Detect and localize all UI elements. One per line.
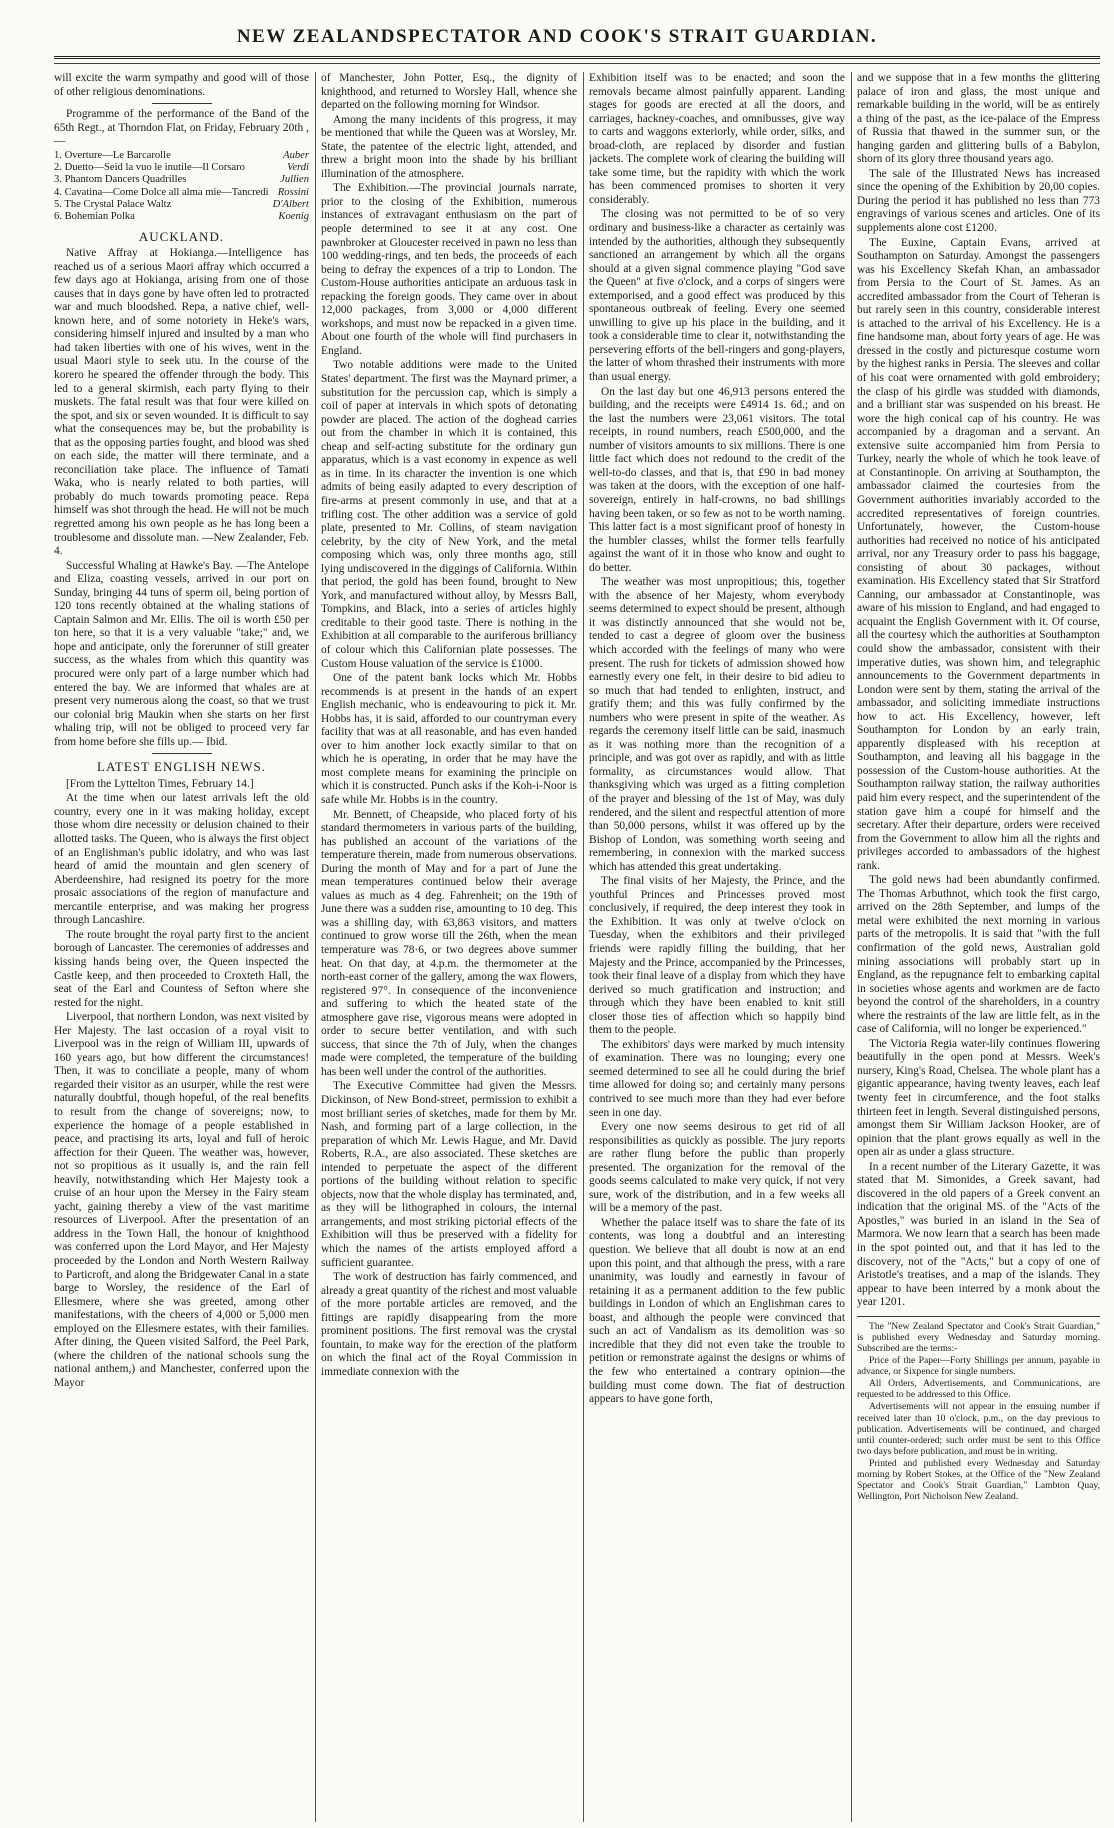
paragraph: The final visits of her Majesty, the Prince, and the youthful Princes and Princesses proved most conclusively, if required, the deep interest they took in the Exhibition. It was only at twelve o'clock on Tuesday, when the exhibitors and their privileged friends were rapidly filling the building, that her Majesty and the Prince, accompanied by the Princesses, took their final leave of a display from which they have derived so much gratification and instruction; and through which they have been enabled to knit still closer those ties of affection which so happily bind them to the people. <box>589 875 845 1037</box>
programme-item: 6. Bohemian Polka Koenig <box>54 211 309 223</box>
paragraph: Two notable additions were made to the United States' department. The first was the Maynard primer, a substitution for the percussion cap, which is simply a coil of paper at intervals in which spots of detonating powder are placed. The action of the doghead carries out from the chamber in which it is contained, this cheap and self-acting substitute for the ordinary gun apparatus, which is a vast economy in expence as well as in time. In its character the invention is one which admits of being easily adapted to every description of fire-arms at present commonly in use, and that at a trifling cost. The other addition was a service of gold plate, presented to Mr. Collins, of steam navigation celebrity, by the city of New York, and the metal composing which was, only three months ago, still lying undiscovered in the diggings of California. Within that period, the gold has been found, brought to New York, and manufactured without alloy, by Messrs Ball, Tompkins, and Black, into a series of articles highly creditable to their good taste. There is nothing in the Exhibition at all comparable to the auriferous brilliancy of colour which this Californian plate possesses. The Custom House valuation of the service is £1000. <box>321 359 577 670</box>
paragraph: Successful Whaling at Hawke's Bay. —The Antelope and Eliza, coasting vessels, arrived in our port on Sunday, bringing 44 tuns of sperm oil, being portion of 120 tons recently obtained at the whaling stations of Captain Salmon and Mr. Ellis. The oil is worth £50 per ton here, so that it is a very valuable "take;" and, we hope and anticipate, only the forerunner of still greater success, as the whales from which this quantity was procured were only part of a large number which had entered the bay. We are informed that whales are at present very numerous along the coast, so that we trust our colonial brig Maukin when she starts on her first whaling trip, will not be obliged to proceed very far from home before she fills up.— Ibid. <box>54 559 309 748</box>
paragraph: Whether the palace itself was to share the fate of its contents, was long a doubtful and an interesting question. We believe that all doubt is now at an end upon this point, and that although the press, with a rare unanimity, was loudly and earnestly in favour of retaining it as a permanent addition to the few public buildings in London of which an Englishman cares to boast, and although the people were convinced that such an act of Vandalism as its demolition was so incredible that they did not even take the trouble to petition or remonstrate against the designs or whims of the few who entertained a contrary opinion—the building must come down. The fiat of destruction appears to have gone forth, <box>589 1216 845 1406</box>
programme-heading: Programme of the performance of the Band of the 65th Regt., at Thorndon Flat, on Friday, February 20th ,— <box>54 108 309 148</box>
section-heading-english-news: LATEST ENGLISH NEWS. <box>97 759 266 775</box>
paragraph: On the last day but one 46,913 persons entered the building, and the receipts were £4914 1s. 6d.; and on the last the numbers were 23,061 visitors. The total receipts, in round numbers, reach £500,000, and the number of visitors amounts to six millions. There is one little fact which does not redound to the credit of the well-to-do classes, and that is, that £90 in bad money was taken at the doors, with the exception of one half-sovereign, entirely in half-crowns, no bad shillings having been taken, or so few as not to be worth naming. This latter fact is a most significant proof of honesty in the humbler classes, whilst the former tells fearfully against the want of it in those who know and ought to do better. <box>589 385 845 574</box>
paragraph: The Exhibition.—The provincial journals narrate, prior to the closing of the Exhibition, numerous instances of extravagant enthusiasm on the part of people determined to see it at any cost. One pawnbroker at Gloucester received in pawn no less than 100 wedding-rings, and ten beds, the proceeds of each being to defray the expences of a trip to London. The Custom-House authorities anticipate an arduous task in repacking the foreign goods. They came over in about 12,000 packages, from 3,000 or 4,000 different workshops, and must now be repacked in a given time. About one fourth of the whole will find purchasers in England. <box>321 182 577 357</box>
paragraph: At the time when our latest arrivals left the old country, every one in it was making holiday, except those whom dire necessity or delusion chained to their allotted tasks. The Queen, who is always the first object of an Englishman's public idolatry, and who was last heard of amid the mountain and glen scenery of Aberdeenshire, had resigned its poetry for the more prosaic associations of the region of manufacture and mercantile enterprise, and was making her progress through Lancashire. <box>54 792 309 927</box>
newspaper-title: NEW ZEALANDSPECTATOR AND COOK'S STRAIT GUARDIAN. <box>236 26 878 47</box>
imprint-notice <box>857 1316 1100 1503</box>
masthead <box>0 0 1114 54</box>
imprint-line: Printed and published every Wednesday and Saturday morning by Robert Stokes, at the Office of the "New Zealand Spectator and Cook's Strait Guardian," Lambton Quay, Wellington, Port Nicholson New Zealand. <box>857 1457 1100 1503</box>
imprint-line: All Orders, Advertisements, and Communications, are requested to be addressed to this Office. <box>857 1378 1100 1401</box>
paragraph: The Executive Committee had given the Messrs. Dickinson, of New Bond-street, permission to exhibit a most brilliant series of sketches, made for them by Mr. Nash, and forming part of a large collection, in the preparation of which Mr. Lewis Hague, and Mr. David Roberts, R.A., are also associated. These sketches are intended to perpetuate the aspect of the different portions of the building without relation to specific objects, now that the whole display has terminated, and, as they will be lithographed in colours, the internal arrangements, and most striking pictorial effects of the Exhibition will thus be preserved with a fidelity for which the names of the artists employed afford a sufficient guarantee. <box>321 1080 577 1269</box>
column-rule <box>583 72 584 1822</box>
paragraph: The Euxine, Captain Evans, arrived at Southampton on Saturday. Amongst the passengers was his Excellency Skefah Khan, an ambassador from Persia to the Court of St. James. As an accredited ambassador from the Court of Teheran is but rarely seen in this country, considerable interest is attached to the arrival of his Excellency. He is a fine handsome man, about forty years of age. He was dressed in the costly and picturesque costume worn by the highest ranks in Persia. The sleeves and collar of his coat were ornamented with gold embroidery; the clasp of his girdle was studded with diamonds, and a brilliant star was suspended on his breast. He wore the high conical cap of his country. He was accompanied by a dragoman and a servant. An extensive suite accompanied him from Persia to Turkey, nearly the whole of which he took leave of at Constantinople. On arriving at Southampton, the ambassador claimed the courtesies from the Government authorities invariably accorded to the accredited representatives of foreign countries. Unfortunately, however, the Custom-house authorities had received no notice of his anticipated arrival, nor any Treasury order to pass his baggage, consisting of about 30 packages, without examination. His Excellency stated that Sir Stratford Canning, our ambassador at Constantinople, was aware of his mission to England, and had engaged to acquaint the English Government with it. Of course, all the courtesy which the authorities at Southampton could show the ambassador, consistent with their imperative duties, was shown him, and telegraphic announcements to the Government departments in London were sent by them, stating the arrival of the ambassador, and soliciting immediate instructions how to act. His Excellency, however, left Southampton for London by an early train, apparently displeased with his reception at Southampton, and leaving all his baggage in the possession of the Custom-house authorities. At the Southampton railway station, the railway authorities paid him every respect, and the superintendent of the station gave him a coupé for himself and the secretary. After their departure, orders were received from the Government to allow him all the rights and privileges accorded to ambassadors of the highest rank. <box>857 236 1100 872</box>
paragraph: The weather was most unpropitious; this, together with the absence of her Majesty, whom everybody seems determined to expect should be present, although it was distinctly announced that she would not be, tended to cast a degree of gloom over the business which accorded with the feelings of many who were present. The rush for tickets of admission showed how earnestly every one felt, in their desire to bid adieu to so much that had tended to enlighten, instruct, and gratify them; and this was fully confirmed by the numbers who were present in spite of the weather. As regards the ceremony itself little can be said, inasmuch as it was nothing more than the recognition of a principle, and was got over as rapidly, and with as little formality, as circumstances would allow. That thanksgiving which was urged as a fitting completion of the prayer and blessing of the 1st of May, was duly rendered, and the silent and respectful attention of more than 50,000 persons, whilst it was offered up by the Bishop of London, was something worth seeing and remembering, in connexion with the marked success which has attended this great undertaking. <box>589 576 845 873</box>
paragraph: Exhibition itself was to be enacted; and soon the removals became almost painfully apparent. Landing stages for goods are erected at all the doors, and carriages, hackney-coaches, and omnibusses, give way to carts and waggons exteriorly, while order, silks, and broad-cloth, are replaced by disorder and fustian jackets. The complete work of clearing the building will take some time, but the rapidity with which the work has been commenced promises to shorten it very considerably. <box>589 72 845 206</box>
masthead-rule <box>54 56 1100 59</box>
paragraph: The Victoria Regia water-lily continues flowering beautifully in the open pond at Messrs. Week's nursery, King's Road, Chelsea. The whole plant has a gigantic appearance, having twenty leaves, each leaf twenty feet in circumference, and the foot stalks thirteen feet in length. Several distinguished persons, amongst them Sir William Jackson Hooker, are of opinion that the plant grows equally as well in the open air as under a glass structure. <box>857 1037 1100 1159</box>
paragraph: will excite the warm sympathy and good will of those of other religious denominations. <box>54 72 309 98</box>
paragraph: One of the patent bank locks which Mr. Hobbs recommends is at present in the hands of an expert English mechanic, who is endeavouring to pick it. Mr. Hobbs has, it is said, afforded to our countryman every facility that was at all reasonable, and has even handed over to him another lock exactly similar to that on which he is operating, in order that he may have the most complete means for examining the principle on which it is constructed. Punch asks if the Koh-i-Noor is safe while Mr. Hobbs is in the country. <box>321 672 577 806</box>
paragraph: Native Affray at Hokianga.—Intelligence has reached us of a serious Maori affray which occurred a few days ago at Hokianga, arising from one of those causes that in days gone by have often led to protracted war and much bloodshed. Repa, a native chief, well-known here, and of some notoriety in Heke's wars, considering himself injured and insulted by a man who had taken liberties with one of his wives, went in the usual Maori style to seek utu. In the course of the korero he speared the offender through the body. This led to a general skirmish, each party flying to their muskets. The fatal result was that four were killed on the spot, and six or seven wounded. It is difficult to say what the consequences may be, but the probability is that as the opposing parties fought, and blood was shed on each side, the matter will there terminate, and a reconciliation take place. The influence of Tamati Waka, who is nearly related to both parties, will probably do much towards promoting peace. Repa himself was shot through the head. He will not be much regretted among his own people as he has long been a troublesome and dissolute man. —New Zealander, Feb. 4. <box>54 247 309 558</box>
imprint-line: Price of the Paper—Forty Shillings per annum, payable in advance, or Sixpence for single numbers. <box>857 1355 1100 1378</box>
paragraph: The closing was not permitted to be of so very ordinary and business-like a character as certainly was intended by the authorities, although they subsequently sanctioned an arrangement by which all the organs should at a given signal commence playing "God save the Queen" at five o'clock, and a corps of singers were extemporised, and a good effect was produced by this spontaneous outbreak of feeling. Every one seemed unwilling to give up his place in the building, and it took a considerable time to clear it, notwithstanding the persevering efforts of the bell-ringers and gong-players, the latter of whom thrashed their instruments with more than usual energy. <box>589 208 845 384</box>
programme-item: 3. Phantom Dancers Quadrilles Jullien <box>54 174 309 186</box>
column-2 <box>321 72 577 1822</box>
column-4 <box>857 72 1100 1822</box>
programme-item: 4. Cavatina—Come Dolce all alma mie—Tancredi Rossini <box>54 186 309 198</box>
programme-item: 2. Duetto—Seid la vuo le inutile—Il Corsaro Verdi <box>54 162 309 174</box>
divider <box>152 753 212 754</box>
imprint-line: The "New Zealand Spectator and Cook's Strait Guardian," is published every Wednesday and Saturday morning. Subscribed are the terms:- <box>857 1320 1100 1354</box>
paragraph: Mr. Bennett, of Cheapside, who placed forty of his standard thermometers in various parts of the building, has published an account of the variations of the temperature therein, made from numerous observations. During the month of May and for a part of June the mean temperatures continued below their average values as much as 4 deg. Fahrenheit; on the 19th of June there was a sudden rise, amounting to 10 deg. This was a shilling day, with 63,863 visitors, and matters continued to grow worse till the 26th, when the mean temperature was 78·6, or two degrees above summer heat. On that day, at 4.p.m. the thermometer at the north-east corner of the gallery, among the wax flowers, registered 97°. In consequence of the inconvenience and suffering to which the heated state of the atmosphere gave rise, vigorous means were adopted in order to secure better ventilation, and with such success, that since the 7th of July, when the changes made were completed, the temperature of the building has been well under the control of the authorities. <box>321 808 577 1078</box>
programme-item: 1. Overture—Le Barcarolle Auber <box>54 149 309 161</box>
programme-list <box>54 150 309 224</box>
paragraph: The route brought the royal party first to the ancient borough of Lancaster. The ceremonies of addresses and kissing hands being over, the Queen inspected the Castle keep, and then proceeded to Croxteth Hall, the seat of the Earl and Countess of Sefton where she rested for the night. <box>54 928 309 1009</box>
column-rule <box>315 72 316 1822</box>
paragraph: The exhibitors' days were marked by much intensity of examination. There was no lounging; every one seemed determined to see all he could during the brief time allowed for doing so; and certainly many persons contrived to see much more than they had ever before seen in one day. <box>589 1038 845 1119</box>
masthead-rule-thin <box>54 63 1100 64</box>
programme-item: 5. The Crystal Palace Waltz D'Albert <box>54 198 309 210</box>
page-columns <box>54 72 1100 1822</box>
section-heading-auckland: AUCKLAND. <box>138 228 225 244</box>
imprint-line: Advertisements will not appear in the ensuing number if received later than 10 o'clock, p.m., on the day previous to publication. Advertisements will be continued, and charged until counter-ordered; such order must be sent to this Office two days before publication, and must be in writing. <box>857 1401 1100 1457</box>
column-rule <box>851 72 852 1822</box>
paragraph: Among the many incidents of this progress, it may be mentioned that while the Queen was at Worsley, Mr. State, the patentee of the electric light, attended, and threw a bright moon into the shade by his brilliant illumination of the atmosphere. <box>321 113 577 180</box>
source-line: [From the Lyttelton Times, February 14.] <box>66 777 254 790</box>
paragraph: and we suppose that in a few months the glittering palace of iron and glass, the most unique and remarkable building in the world, will be as entirely a thing of the past, as the ice-palace of the Empress of Russia that thawed in the summer sun, or the hanging garden and glittering bulls of a Babylon, shorn of its glory three thousand years ago. <box>857 72 1100 166</box>
paragraph: Every one now seems desirous to get rid of all responsibilities as quickly as possible. The jury reports are rather flung before the public than properly presented. The organization for the removal of the goods seems calculated to make very quick, if not very sure, work of the distribution, and in a few weeks all will be a memory of the past. <box>589 1121 845 1215</box>
column-3 <box>589 72 845 1822</box>
column-1 <box>54 72 309 1822</box>
paragraph: The gold news had been abundantly confirmed. The Thomas Arbuthnot, which took the first cargo, arrived on the 28th September, and lumps of the metal were exhibited the next morning in various parts of the metropolis. It is said that "with the full confirmation of the gold news, Australian gold mining associations will probably start up in England, as the repugnance felt to embarking capital in societies whose agents and workmen are de facto beyond the control of the shareholders, in a country where the restraints of the law are little felt, as in the case of California, will no longer be experienced." <box>857 874 1100 1036</box>
paragraph: The work of destruction has fairly commenced, and already a great quantity of the richest and most valuable of the more portable articles are removed, and the fittings are rapidly disappearing from the more prominent positions. The first removal was the crystal fountain, to make way for the erection of the platform on which the final act of the Royal Commission in immediate connexion with the <box>321 1271 577 1378</box>
paragraph: Liverpool, that northern London, was next visited by Her Majesty. The last occasion of a royal visit to Liverpool was in the reign of William III, upwards of 160 years ago, but how different the circumstances! Then, it was to conciliate a people, many of whom regarded their visitor as an usurper, while the rest were naturally doubtful, though hopeful, of the real benefits to result from the change of sovereigns; now, to experience the homage of a people established in peace, and practising its arts, loyal and full of heroic affection for their Queen. The weather was, however, not so propitious as it usually is, and the rain fell heavily, notwithstanding which Her Majesty took a cruise of an hour upon the Mersey in the Fairy steam yacht, gaining thereby a view of the vast maritime resources of Liverpool. After the presentation of an address in the Town Hall, the honour of knighthood was conferred upon the Lord Mayor, and Her Majesty proceeded by the London and North Western Railway to Particroft, and along the Bridgewater Canal in a state barge to Worsley, the residence of the Earl of Ellesmere, where she was greeted, among other manifestations, with the cheers of 4,000 or 5,000 men employed on the Ellesmere estates, with their families. After dining, the Queen visited Salford, the Peel Park, (where the children of the national schools sung the national anthem,) and Manchester, conferred upon the Mayor <box>54 1011 309 1389</box>
paragraph: of Manchester, John Potter, Esq., the dignity of knighthood, and returned to Worsley Hall, whence she departed on the following morning for Windsor. <box>321 72 577 112</box>
paragraph: The sale of the Illustrated News has increased since the opening of the Exhibition by 20,00 copies. During the period it has published no less than 773 engravings of various scenes and articles. One of its supplements alone cost £1200. <box>857 167 1100 235</box>
paragraph: In a recent number of the Literary Gazette, it was stated that M. Simonides, a Greek savant, had discovered in the old papers of a Greek convent an indication that the original MS. of the "Acts of the Apostles," was buried in an island in the Sea of Marmora. We now learn that a search has been made in the spot pointed out, and that it has led to the discovery, not of the "Acts," but a copy of one of Aristotle's treatises, and a map of the islands. They appear to have been interred by a monk about the year 1201. <box>857 1160 1100 1309</box>
divider <box>152 103 212 104</box>
